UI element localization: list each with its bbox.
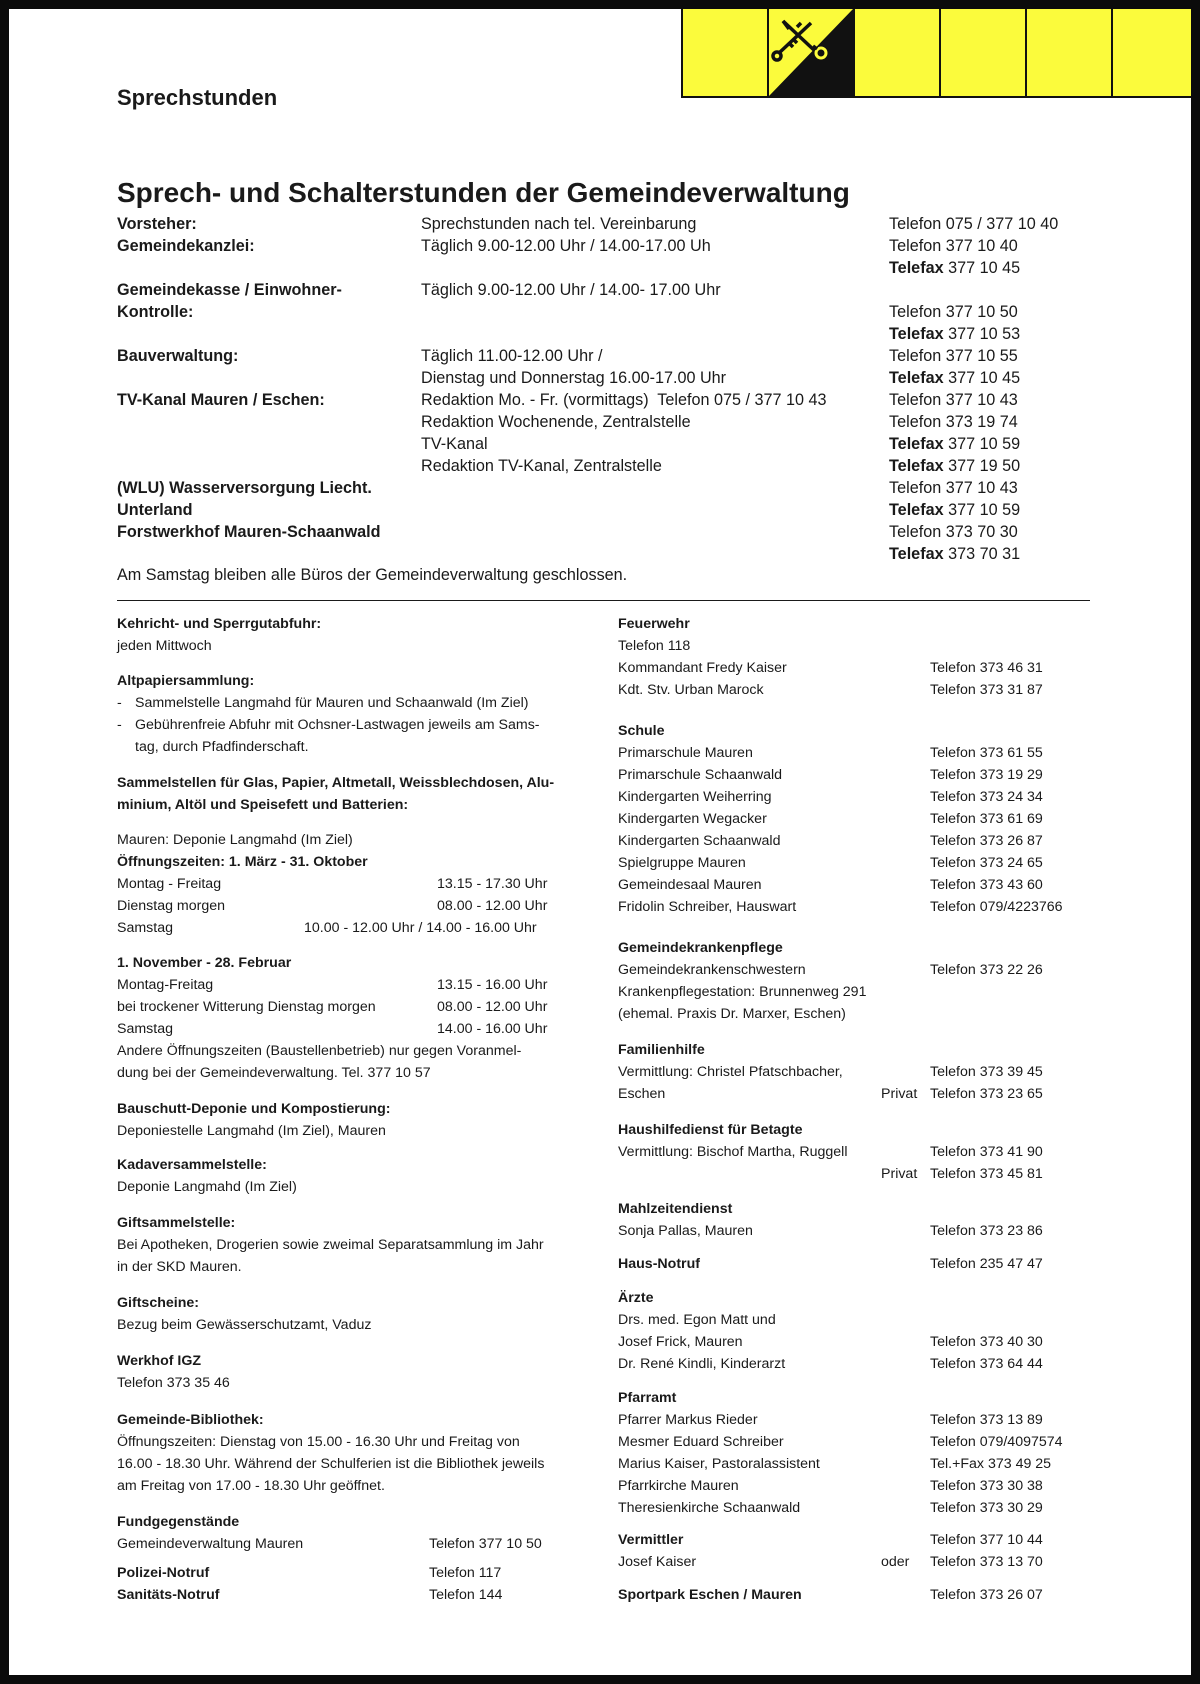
bauschutt-text: Deponiestelle Langmahd (Im Ziel), Mauren bbox=[117, 1123, 386, 1139]
schule-row-phone: Telefon 373 61 69 bbox=[930, 811, 1043, 827]
contact-number: 377 10 55 bbox=[945, 347, 1018, 365]
bauverwaltung-fax bbox=[889, 368, 1020, 388]
bibliothek-text-line1: Öffnungszeiten: Dienstag von 15.00 - 16.30 Uhr und Freitag von bbox=[117, 1434, 520, 1450]
gemeindekasse-fax bbox=[889, 324, 1020, 344]
yellow-block bbox=[1025, 9, 1111, 98]
mahlzeiten-name: Sonja Pallas, Mauren bbox=[618, 1223, 753, 1239]
schule-row-name: Gemeindesaal Mauren bbox=[618, 877, 762, 893]
contact-number: 377 10 43 bbox=[945, 479, 1018, 497]
contact-kind: Telefon bbox=[889, 215, 942, 233]
schule-row-phone: Telefon 079/4223766 bbox=[930, 899, 1063, 915]
yellow-block bbox=[681, 9, 767, 98]
gemeindekanzlei-fax bbox=[889, 258, 1020, 278]
aerzte-row-name: Josef Frick, Mauren bbox=[618, 1334, 743, 1350]
sanitaet-heading: Sanitäts-Notruf bbox=[117, 1587, 220, 1603]
contact-kind: Telefax bbox=[889, 369, 944, 387]
other-hours-line2: dung bei der Gemeindeverwaltung. Tel. 377 10 57 bbox=[117, 1065, 431, 1081]
feuerwehr-text: Telefon 118 bbox=[618, 638, 691, 654]
haushilfe-heading: Haushilfedienst für Betagte bbox=[618, 1122, 803, 1138]
contact-number: 377 10 45 bbox=[948, 369, 1021, 387]
aerzte-row-name: Dr. René Kindli, Kinderarzt bbox=[618, 1356, 786, 1372]
contact-kind: Telefon bbox=[889, 303, 942, 321]
winter-row-day: Montag-Freitag bbox=[117, 977, 214, 993]
schule-row-name: Fridolin Schreiber, Hauswart bbox=[618, 899, 797, 915]
tv-contact-3 bbox=[889, 434, 1020, 454]
schule-row-name: Kindergarten Weiherring bbox=[618, 789, 772, 805]
vorsteher-text: Sprechstunden nach tel. Vereinbarung bbox=[421, 215, 697, 233]
giftsammel-heading: Giftsammelstelle: bbox=[117, 1215, 236, 1231]
haushilfe-phone: Telefon 373 41 90 bbox=[930, 1144, 1043, 1160]
vorsteher-contact bbox=[889, 214, 1058, 234]
pfarramt-row-name: Marius Kaiser, Pastoralassistent bbox=[618, 1456, 820, 1472]
gemeindekanzlei-text: Täglich 9.00-12.00 Uhr / 14.00-17.00 Uh bbox=[421, 237, 711, 255]
aerzte-row-phone: Telefon 373 64 44 bbox=[930, 1356, 1043, 1372]
familienhilfe-phone2: Telefon 373 23 65 bbox=[930, 1086, 1043, 1102]
tv-kanal-text: Redaktion Mo. - Fr. (vormittags) bbox=[421, 391, 649, 409]
summer-hours-heading: Öffnungszeiten: 1. März - 31. Oktober bbox=[117, 854, 368, 870]
mahlzeiten-phone: Telefon 373 23 86 bbox=[930, 1223, 1043, 1239]
contact-number: 377 10 59 bbox=[948, 435, 1021, 453]
schule-row-phone: Telefon 373 19 29 bbox=[930, 767, 1043, 783]
aerzte-row-phone: Telefon 373 40 30 bbox=[930, 1334, 1043, 1350]
yellow-block bbox=[853, 9, 939, 98]
schule-row-phone: Telefon 373 61 55 bbox=[930, 745, 1043, 761]
sanitaet-phone: Telefon 144 bbox=[429, 1587, 503, 1603]
contact-kind: Telefax bbox=[889, 545, 944, 563]
feuerwehr-row-phone: Telefon 373 46 31 bbox=[930, 660, 1043, 676]
contact-number: 377 10 40 bbox=[945, 237, 1018, 255]
sammelstellen-heading-line1: Sammelstellen für Glas, Papier, Altmetall, Weissblechdosen, Alu- bbox=[117, 775, 555, 791]
bauverwaltung-text-line1: Täglich 11.00-12.00 Uhr / bbox=[421, 347, 603, 365]
vermittler-name: Josef Kaiser bbox=[618, 1554, 697, 1570]
tv-kanal-text-line1 bbox=[421, 390, 827, 410]
feuerwehr-row-name: Kdt. Stv. Urban Marock bbox=[618, 682, 764, 698]
mahlzeiten-heading: Mahlzeitendienst bbox=[618, 1201, 733, 1217]
kadaver-text: Deponie Langmahd (Im Ziel) bbox=[117, 1179, 297, 1195]
tv-contact-2 bbox=[889, 412, 1018, 432]
contact-kind: Telefon bbox=[889, 391, 942, 409]
yellow-block bbox=[939, 9, 1025, 98]
haushilfe-name: Vermittlung: Bischof Martha, Ruggell bbox=[618, 1144, 848, 1160]
gemeindekasse-tel bbox=[889, 302, 1018, 322]
forstwerkhof-fax bbox=[889, 544, 1020, 564]
winter-row-day: Samstag bbox=[117, 1021, 173, 1037]
schule-row-name: Kindergarten Schaanwald bbox=[618, 833, 781, 849]
giftscheine-text: Bezug beim Gewässerschutzamt, Vaduz bbox=[117, 1317, 372, 1333]
contact-kind: Telefax bbox=[889, 435, 944, 453]
giftsammel-text-line1: Bei Apotheken, Drogerien sowie zweimal Separatsammlung im Jahr bbox=[117, 1237, 544, 1253]
page-label: Sprechstunden bbox=[117, 85, 278, 110]
summer-row-time: 08.00 - 12.00 Uhr bbox=[437, 898, 548, 914]
forstwerkhof-tel bbox=[889, 522, 1018, 542]
yellow-block bbox=[1111, 9, 1200, 98]
giftscheine-heading: Giftscheine: bbox=[117, 1295, 199, 1311]
tv-kanal-label: TV-Kanal Mauren / Eschen: bbox=[117, 391, 325, 409]
contact-number: 377 10 45 bbox=[948, 259, 1021, 277]
fund-phone: Telefon 377 10 50 bbox=[429, 1536, 542, 1552]
gemeindekanzlei-label: Gemeindekanzlei: bbox=[117, 237, 255, 255]
bauverwaltung-text-line2: Dienstag und Donnerstag 16.00-17.00 Uhr bbox=[421, 369, 727, 387]
contact-number: 373 70 31 bbox=[948, 545, 1021, 563]
krankenpflege-name: Gemeindekrankenschwestern bbox=[618, 962, 806, 978]
werkhof-heading: Werkhof IGZ bbox=[117, 1353, 202, 1369]
krankenpflege-phone: Telefon 373 22 26 bbox=[930, 962, 1043, 978]
familienhilfe-heading: Familienhilfe bbox=[618, 1042, 705, 1058]
contact-number: 373 19 74 bbox=[945, 413, 1018, 431]
fund-heading: Fundgegenstände bbox=[117, 1514, 240, 1530]
familienhilfe-name: Vermittlung: Christel Pfatschbacher, bbox=[618, 1064, 843, 1080]
contact-number: 377 10 50 bbox=[945, 303, 1018, 321]
altpapier-heading: Altpapiersammlung: bbox=[117, 673, 255, 689]
other-hours-line1: Andere Öffnungszeiten (Baustellenbetrieb) nur gegen Voranmel- bbox=[117, 1043, 522, 1059]
contact-kind: Telefon bbox=[889, 347, 942, 365]
feuerwehr-row-phone: Telefon 373 31 87 bbox=[930, 682, 1043, 698]
contact-kind: Telefon bbox=[889, 479, 942, 497]
crest-block bbox=[767, 9, 853, 98]
winter-row-time: 13.15 - 16.00 Uhr bbox=[437, 977, 548, 993]
vorsteher-label: Vorsteher: bbox=[117, 215, 197, 233]
bauverwaltung-label: Bauverwaltung: bbox=[117, 347, 239, 365]
sammelstellen-location: Mauren: Deponie Langmahd (Im Ziel) bbox=[117, 832, 353, 848]
oder-label: oder bbox=[881, 1554, 910, 1570]
schule-heading: Schule bbox=[618, 723, 665, 739]
tv-contact-4 bbox=[889, 456, 1020, 476]
privat-label: Privat bbox=[881, 1086, 918, 1102]
summer-row-day: Samstag bbox=[117, 920, 173, 936]
summer-row-time: 10.00 - 12.00 Uhr / 14.00 - 16.00 Uhr bbox=[304, 920, 537, 936]
schule-row-phone: Telefon 373 26 87 bbox=[930, 833, 1043, 849]
bibliothek-heading: Gemeinde-Bibliothek: bbox=[117, 1412, 264, 1428]
forstwerkhof-label: Forstwerkhof Mauren-Schaanwald bbox=[117, 523, 381, 541]
wlu-label-line1: (WLU) Wasserversorgung Liecht. bbox=[117, 479, 372, 497]
aerzte-heading: Ärzte bbox=[618, 1290, 654, 1306]
pfarramt-row-name: Theresienkirche Schaanwald bbox=[618, 1500, 801, 1516]
vermittler-phone: Telefon 377 10 44 bbox=[930, 1532, 1043, 1548]
kadaver-heading: Kadaversammelstelle: bbox=[117, 1157, 267, 1173]
kehricht-text: jeden Mittwoch bbox=[117, 638, 212, 654]
bauschutt-heading: Bauschutt-Deponie und Kompostierung: bbox=[117, 1101, 391, 1117]
schule-row-phone: Telefon 373 24 34 bbox=[930, 789, 1043, 805]
winter-row-day: bei trockener Witterung Dienstag morgen bbox=[117, 999, 376, 1015]
schule-row-name: Kindergarten Wegacker bbox=[618, 811, 767, 827]
pfarramt-row-phone: Telefon 373 13 89 bbox=[930, 1412, 1043, 1428]
schule-row-name: Primarschule Schaanwald bbox=[618, 767, 783, 783]
section-divider bbox=[117, 600, 1090, 601]
contact-kind: Telefax bbox=[889, 457, 944, 475]
krankenpflege-line3: (ehemal. Praxis Dr. Marxer, Eschen) bbox=[618, 1006, 846, 1022]
contact-number: 377 19 50 bbox=[948, 457, 1021, 475]
bauverwaltung-tel bbox=[889, 346, 1018, 366]
gemeindekasse-label-line2: Kontrolle: bbox=[117, 303, 194, 321]
polizei-heading: Polizei-Notruf bbox=[117, 1565, 210, 1581]
contact-kind: Telefax bbox=[889, 325, 944, 343]
contact-kind: Telefax bbox=[889, 501, 944, 519]
contact-number: 377 10 53 bbox=[948, 325, 1021, 343]
contact-kind: Telefon bbox=[889, 413, 942, 431]
pfarramt-row-phone: Telefon 373 30 29 bbox=[930, 1500, 1043, 1516]
wlu-fax bbox=[889, 500, 1020, 520]
wlu-tel bbox=[889, 478, 1018, 498]
kehricht-heading: Kehricht- und Sperrgutabfuhr: bbox=[117, 616, 322, 632]
bibliothek-text-line3: am Freitag von 17.00 - 18.30 Uhr geöffnet. bbox=[117, 1478, 385, 1494]
contact-kind: Telefax bbox=[889, 259, 944, 277]
schule-row-phone: Telefon 373 24 65 bbox=[930, 855, 1043, 871]
schule-row-name: Spielgruppe Mauren bbox=[618, 855, 746, 871]
winter-hours-heading: 1. November - 28. Februar bbox=[117, 955, 292, 971]
pfarramt-row-phone: Telefon 079/4097574 bbox=[930, 1434, 1063, 1450]
winter-row-time: 14.00 - 16.00 Uhr bbox=[437, 1021, 548, 1037]
vermittler-phone2: Telefon 373 13 70 bbox=[930, 1554, 1043, 1570]
sammelstellen-heading-line2: minium, Altöl und Speisefett und Batterien: bbox=[117, 797, 409, 813]
contact-number: 075 / 377 10 40 bbox=[945, 215, 1059, 233]
sportpark-heading: Sportpark Eschen / Mauren bbox=[618, 1587, 802, 1603]
gemeindekasse-label: Gemeindekasse / Einwohner- bbox=[117, 281, 342, 299]
summer-row-day: Montag - Freitag bbox=[117, 876, 222, 892]
tv-kanal-text-line2: Redaktion Wochenende, Zentralstelle bbox=[421, 413, 691, 431]
vermittler-heading: Vermittler bbox=[618, 1532, 684, 1548]
aerzte-line1: Drs. med. Egon Matt und bbox=[618, 1312, 776, 1328]
familienhilfe-name2: Eschen bbox=[618, 1086, 666, 1102]
krankenpflege-line2: Krankenpflegestation: Brunnenweg 291 bbox=[618, 984, 867, 1000]
main-heading: Sprech- und Schalterstunden der Gemeindeverwaltung bbox=[117, 177, 850, 208]
summer-row-day: Dienstag morgen bbox=[117, 898, 226, 914]
altpapier-bullet-1: - Sammelstelle Langmahd für Mauren und Schaanwald (Im Ziel) bbox=[117, 692, 597, 714]
contact-number: 377 10 59 bbox=[948, 501, 1021, 519]
pfarramt-row-name: Mesmer Eduard Schreiber bbox=[618, 1434, 784, 1450]
haushilfe-phone2: Telefon 373 45 81 bbox=[930, 1166, 1043, 1182]
contact-kind: Telefon bbox=[889, 523, 942, 541]
bibliothek-text-line2: 16.00 - 18.30 Uhr. Während der Schulferien ist die Bibliothek jeweils bbox=[117, 1456, 545, 1472]
giftsammel-text-line2: in der SKD Mauren. bbox=[117, 1259, 242, 1275]
tv-kanal-text-line3: TV-Kanal bbox=[421, 435, 488, 453]
gemeindekanzlei-contact bbox=[889, 236, 1018, 256]
wlu-label-line2: Unterland bbox=[117, 501, 193, 519]
krankenpflege-heading: Gemeindekrankenpflege bbox=[618, 940, 783, 956]
summer-row-time: 13.15 - 17.30 Uhr bbox=[437, 876, 548, 892]
feuerwehr-row-name: Kommandant Fredy Kaiser bbox=[618, 660, 787, 676]
tv-contact-1 bbox=[889, 390, 1018, 410]
contact-kind: Telefon bbox=[889, 237, 942, 255]
yellow-header-band bbox=[681, 9, 1200, 100]
familienhilfe-phone: Telefon 373 39 45 bbox=[930, 1064, 1043, 1080]
contact-number: 377 10 43 bbox=[945, 391, 1018, 409]
pfarramt-row-name: Pfarrer Markus Rieder bbox=[618, 1412, 758, 1428]
pfarramt-row-phone: Telefon 373 30 38 bbox=[930, 1478, 1043, 1494]
schule-row-name: Primarschule Mauren bbox=[618, 745, 753, 761]
gemeindekasse-text: Täglich 9.00-12.00 Uhr / 14.00- 17.00 Uhr bbox=[421, 281, 721, 299]
schule-row-phone: Telefon 373 43 60 bbox=[930, 877, 1043, 893]
altpapier-bullet-2: - Gebührenfreie Abfuhr mit Ochsner-Lastwagen jeweils am Sams- bbox=[117, 714, 597, 736]
winter-row-time: 08.00 - 12.00 Uhr bbox=[437, 999, 548, 1015]
feuerwehr-heading: Feuerwehr bbox=[618, 616, 690, 632]
contact-number: 373 70 30 bbox=[945, 523, 1018, 541]
tv-kanal-text-line4: Redaktion TV-Kanal, Zentralstelle bbox=[421, 457, 662, 475]
sportpark-phone: Telefon 373 26 07 bbox=[930, 1587, 1043, 1603]
fund-text: Gemeindeverwaltung Mauren bbox=[117, 1536, 304, 1552]
hausnotruf-heading: Haus-Notruf bbox=[618, 1256, 700, 1272]
crossed-keys-crest-icon bbox=[769, 9, 853, 96]
saturday-note: Am Samstag bleiben alle Büros der Gemeindeverwaltung geschlossen. bbox=[117, 566, 628, 584]
hausnotruf-phone: Telefon 235 47 47 bbox=[930, 1256, 1043, 1272]
polizei-phone: Telefon 117 bbox=[429, 1565, 502, 1581]
tv-kanal-inline-tel: Telefon 075 / 377 10 43 bbox=[657, 391, 827, 409]
altpapier-bullet-2-cont: tag, durch Pfadfinderschaft. bbox=[135, 739, 309, 755]
werkhof-text: Telefon 373 35 46 bbox=[117, 1375, 230, 1391]
pfarramt-row-phone: Tel.+Fax 373 49 25 bbox=[930, 1456, 1052, 1472]
pfarramt-row-name: Pfarrkirche Mauren bbox=[618, 1478, 739, 1494]
privat-label: Privat bbox=[881, 1166, 918, 1182]
pfarramt-heading: Pfarramt bbox=[618, 1390, 677, 1406]
